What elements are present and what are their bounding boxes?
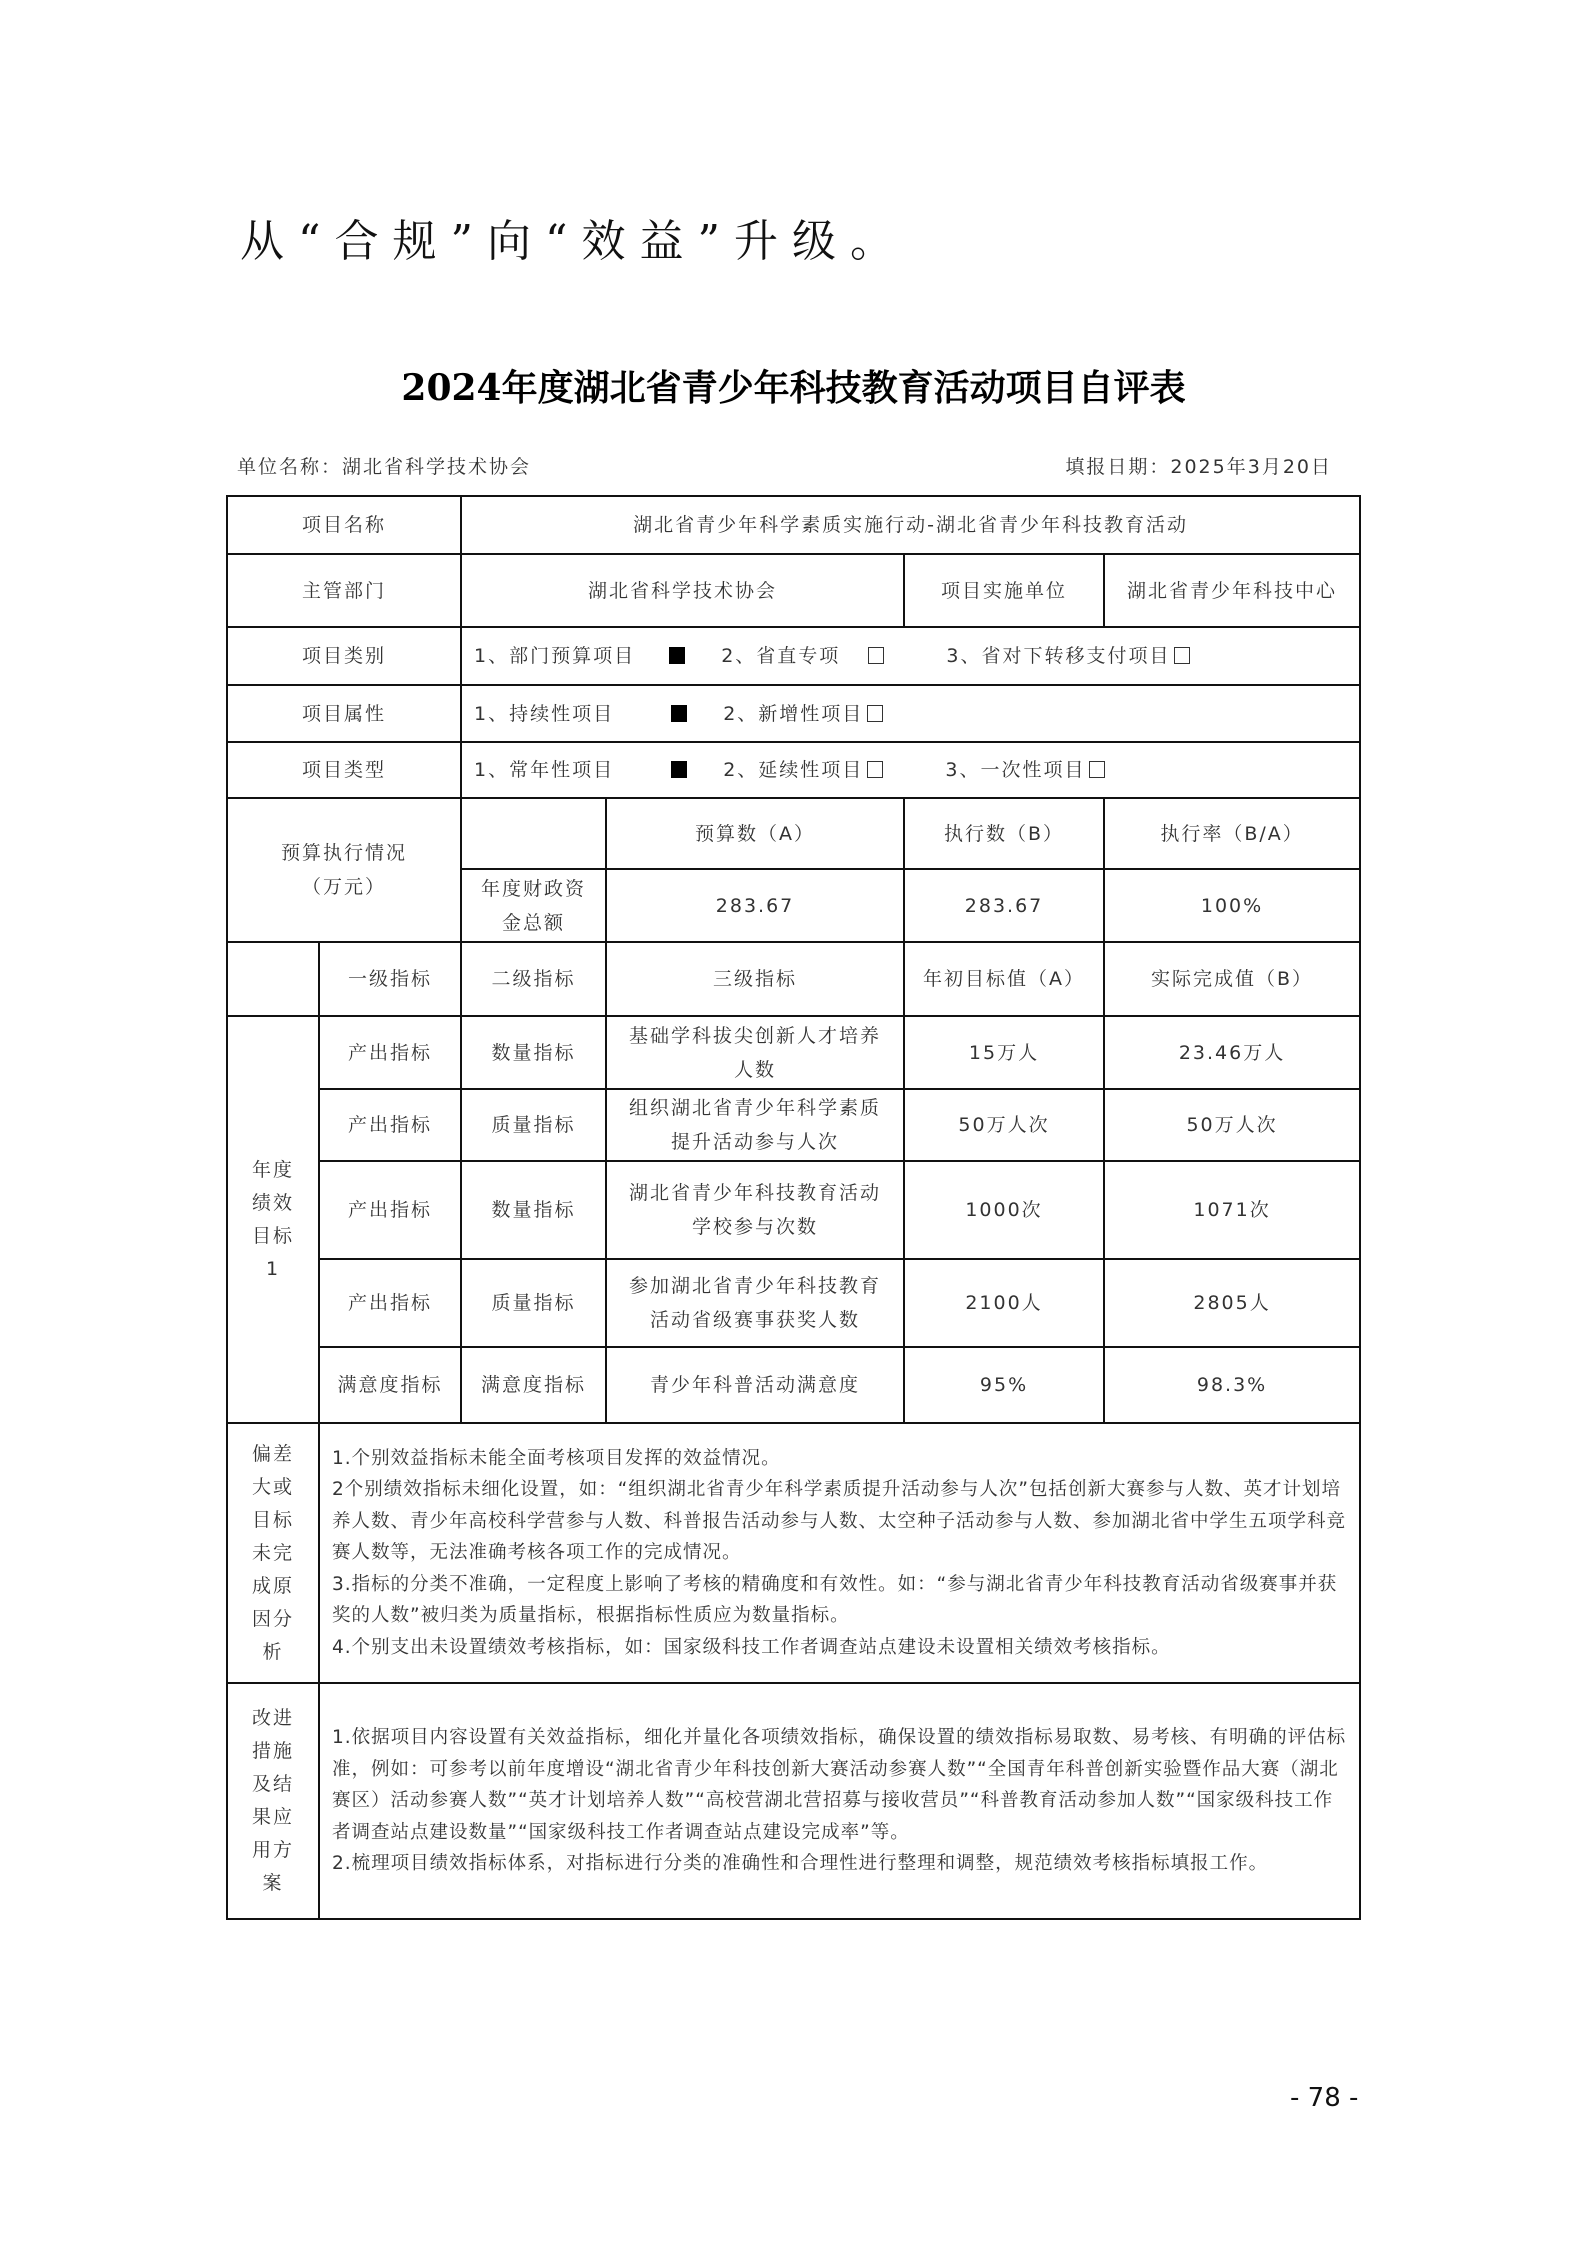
col-exec: 执行数（B） (904, 798, 1104, 869)
indicator-row (227, 1016, 1360, 1089)
target: 2100人 (904, 1259, 1104, 1347)
attribute-options (461, 685, 1360, 742)
level1: 产出指标 (319, 1161, 461, 1259)
deviation-item: 1.个别效益指标未能全面考核项目发挥的效益情况。 (332, 1447, 781, 1469)
dept-label: 主管部门 (227, 554, 461, 627)
checkbox-empty-icon[interactable] (1089, 761, 1105, 778)
dept-row (227, 554, 1360, 627)
rate-value: 100% (1104, 869, 1360, 942)
deviation-row (227, 1423, 1360, 1683)
header-level3: 三级指标 (606, 942, 904, 1016)
self-evaluation-table (226, 495, 1361, 1920)
improvement-item: 1.依据项目内容设置有关效益指标，细化并量化各项绩效指标，确保设置的绩效指标易取数、易考核、有明确的评估标准，例如：可参考以前年度增设“湖北省青少年科技创新大赛活动参赛人数”“全国青年科普创新实验暨作品大赛（湖北赛区）活动参赛人数”“英才计划培养人数”“高校营湖北营招募与接收营员”“科普教育活动参加人数”“国家级科技工作者调查站点建设数量”“国家级科技工作者调查站点建设完成率”等。 (332, 1727, 1347, 1843)
level2: 质量指标 (461, 1259, 606, 1347)
indicator-row (227, 1161, 1360, 1259)
checkbox-empty-icon[interactable] (867, 705, 883, 722)
level2: 质量指标 (461, 1089, 606, 1161)
level2: 数量指标 (461, 1016, 606, 1089)
option-label: 1、常年性项目 (474, 759, 615, 781)
target: 95% (904, 1347, 1104, 1423)
project-name-row (227, 496, 1360, 554)
lead-paragraph: 从“合规”向“效益”升级。 (240, 216, 908, 267)
level1: 产出指标 (319, 1089, 461, 1161)
level3: 基础学科拔尖创新人才培养人数 (606, 1016, 904, 1089)
option-label: 3、省对下转移支付项目 (946, 645, 1171, 667)
level1: 满意度指标 (319, 1347, 461, 1423)
col-budget: 预算数（A） (606, 798, 904, 869)
level1: 产出指标 (319, 1259, 461, 1347)
option-label: 2、延续性项目 (723, 759, 864, 781)
level3: 组织湖北省青少年科学素质提升活动参与人次 (606, 1089, 904, 1161)
target: 50万人次 (904, 1089, 1104, 1161)
level2: 满意度指标 (461, 1347, 606, 1423)
group-label: 年度绩效目标1 (227, 1016, 319, 1423)
budget-value: 283.67 (606, 869, 904, 942)
unit-name: 单位名称：湖北省科学技术协会 (237, 456, 532, 478)
checkbox-checked-icon[interactable] (671, 705, 687, 722)
deviation-item: 2个别绩效指标未细化设置，如：“组织湖北省青少年科学素质提升活动参与人次”包括创新大赛参与人数、英才计划培养人数、青少年高校科学营参与人数、科普报告活动参与人数、太空种子活动参与人数、参加湖北省中学生五项学科竞赛人数等，无法准确考核各项工作的完成情况。 (332, 1479, 1347, 1564)
level3: 青少年科普活动满意度 (606, 1347, 904, 1423)
option-label: 2、新增性项目 (723, 702, 864, 725)
category-options (461, 627, 1360, 685)
impl-label: 项目实施单位 (904, 554, 1104, 627)
header-level1: 一级指标 (319, 942, 461, 1016)
checkbox-empty-icon[interactable] (868, 647, 884, 664)
option-label: 1、部门预算项目 (474, 645, 636, 667)
type-row (227, 742, 1360, 798)
budget-blank-cell (461, 798, 606, 869)
deviation-content (319, 1423, 1360, 1683)
target: 1000次 (904, 1161, 1104, 1259)
project-name-value: 湖北省青少年科学素质实施行动-湖北省青少年科技教育活动 (461, 496, 1360, 554)
project-name-label: 项目名称 (227, 496, 461, 554)
budget-row-label: 年度财政资金总额 (461, 869, 606, 942)
actual: 2805人 (1104, 1259, 1360, 1347)
actual: 1071次 (1104, 1161, 1360, 1259)
indicator-row (227, 1259, 1360, 1347)
fill-date: 填报日期：2025年3月20日 (1065, 456, 1332, 478)
header-level2: 二级指标 (461, 942, 606, 1016)
actual: 98.3% (1104, 1347, 1360, 1423)
category-row (227, 627, 1360, 685)
deviation-item: 3.指标的分类不准确，一定程度上影响了考核的精确度和有效性。如：“参与湖北省青少年科技教育活动省级赛事并获奖的人数”被归类为质量指标，根据指标性质应为数量指标。 (332, 1573, 1338, 1627)
option-label: 1、持续性项目 (474, 702, 615, 725)
exec-value: 283.67 (904, 869, 1104, 942)
budget-header-row (227, 798, 1360, 869)
checkbox-empty-icon[interactable] (1174, 647, 1190, 664)
checkbox-checked-icon[interactable] (671, 761, 687, 778)
improvement-label: 改进措施及结果应用方案 (227, 1683, 319, 1919)
deviation-label: 偏差大或目标未完成原因分析 (227, 1423, 319, 1683)
checkbox-empty-icon[interactable] (867, 761, 883, 778)
level3: 参加湖北省青少年科技教育活动省级赛事获奖人数 (606, 1259, 904, 1347)
header-actual: 实际完成值（B） (1104, 942, 1360, 1016)
improvement-row (227, 1683, 1360, 1919)
deviation-item: 4.个别支出未设置绩效考核指标，如：国家级科技工作者调查站点建设未设置相关绩效考核指标。 (332, 1636, 1171, 1658)
checkbox-checked-icon[interactable] (669, 647, 685, 664)
type-label: 项目类型 (227, 742, 461, 798)
level1: 产出指标 (319, 1016, 461, 1089)
impl-value: 湖北省青少年科技中心 (1104, 554, 1360, 627)
attribute-label: 项目属性 (227, 685, 461, 742)
option-label: 2、省直专项 (721, 645, 841, 667)
actual: 23.46万人 (1104, 1016, 1360, 1089)
category-label: 项目类别 (227, 627, 461, 685)
target: 15万人 (904, 1016, 1104, 1089)
page-number: - 78 - (1290, 2083, 1359, 2113)
indicator-header-row (227, 942, 1360, 1016)
col-rate: 执行率（B/A） (1104, 798, 1360, 869)
option-label: 3、一次性项目 (945, 759, 1086, 781)
attribute-row (227, 685, 1360, 742)
improvement-item: 2.梳理项目绩效指标体系，对指标进行分类的准确性和合理性进行整理和调整，规范绩效考核指标填报工作。 (332, 1853, 1269, 1875)
indicator-row (227, 1347, 1360, 1423)
improvement-content (319, 1683, 1360, 1919)
page-title: 2024年度湖北省青少年科技教育活动项目自评表 (401, 367, 1186, 409)
blank-cell (227, 942, 319, 1016)
type-options (461, 742, 1360, 798)
level3: 湖北省青少年科技教育活动学校参与次数 (606, 1161, 904, 1259)
indicator-row (227, 1089, 1360, 1161)
budget-label: 预算执行情况 （万元） (227, 798, 461, 942)
header-target: 年初目标值（A） (904, 942, 1104, 1016)
dept-value: 湖北省科学技术协会 (461, 554, 904, 627)
level2: 数量指标 (461, 1161, 606, 1259)
actual: 50万人次 (1104, 1089, 1360, 1161)
